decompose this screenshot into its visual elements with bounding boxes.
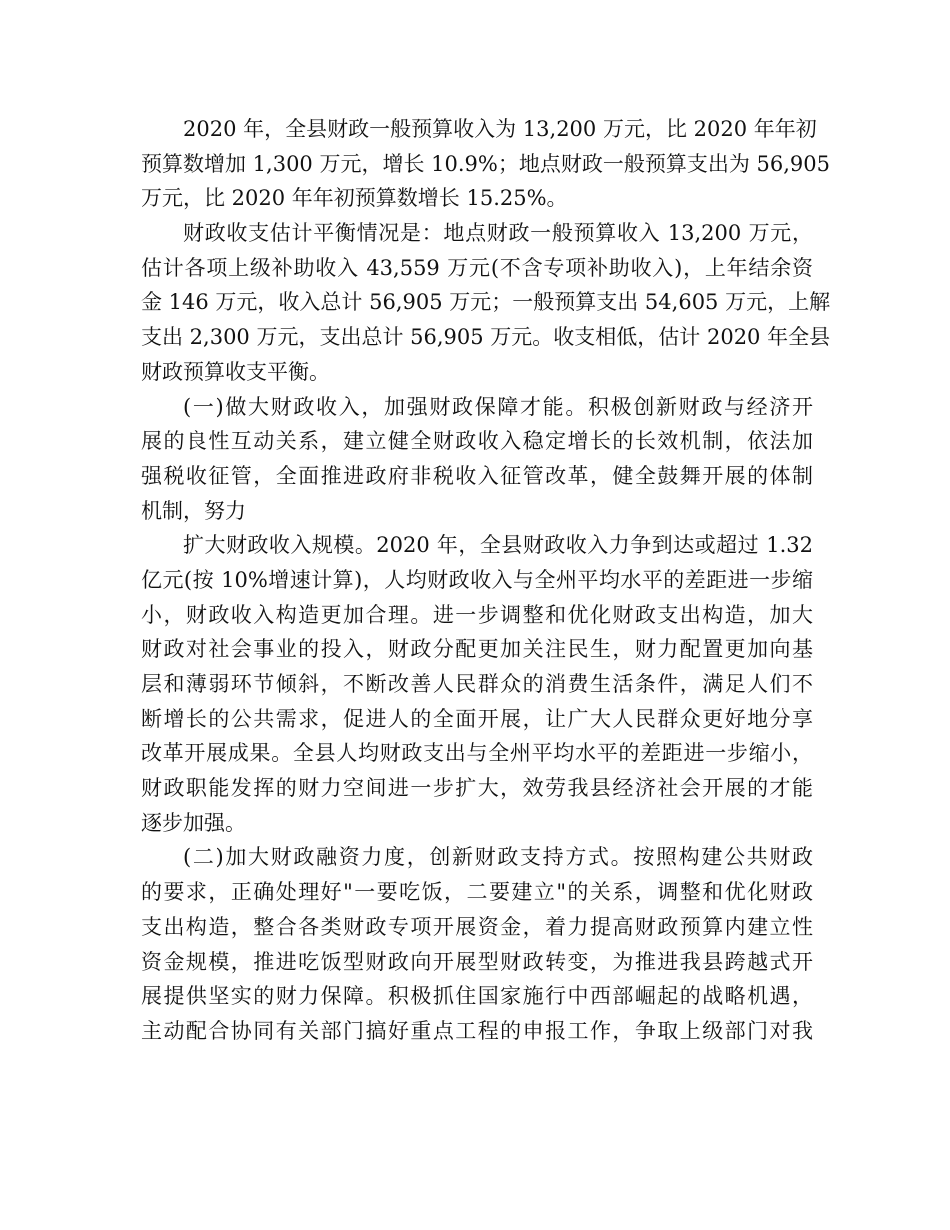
- paragraph-fiscal-revenue-2020: [141, 112, 831, 216]
- text-line: 机制，努力: [141, 498, 246, 523]
- text-line: 扩大财政收入规模。2020 年，全县财政收入力争到达或超过 1.32: [183, 533, 813, 558]
- text-line: 财政预算收支平衡。: [141, 359, 330, 384]
- paragraph-section-two: [141, 840, 813, 1048]
- text-line: 支出构造，整合各类财政专项开展资金，着力提高财政预算内建立性: [141, 914, 813, 939]
- paragraph-section-one: [141, 390, 813, 529]
- text-line: 万元，比 2020 年年初预算数增长 15.25%。: [141, 186, 568, 211]
- document-body: [141, 112, 831, 1049]
- text-line: 预算数增加 1,300 万元，增长 10.9%；地点财政一般预算支出为 56,905: [141, 151, 831, 176]
- text-line: 强税收征管，全面推进政府非税收入征管改革，健全鼓舞开展的体制: [141, 463, 813, 488]
- text-line: (一)做大财政收入，加强财政保障才能。积极创新财政与经济开: [183, 394, 813, 419]
- text-line: 层和薄弱环节倾斜，不断改善人民群众的消费生活条件，满足人们不: [141, 672, 813, 696]
- paragraph-budget-balance: [141, 216, 831, 389]
- text-line: 财政职能发挥的财力空间进一步扩大，效劳我县经济社会开展的才能: [141, 776, 813, 801]
- text-line: 断增长的公共需求，促进人的全面开展，让广大人民群众更好地分享: [141, 706, 813, 731]
- text-line: 金 146 万元，收入总计 56,905 万元；一般预算支出 54,605 万元，上解: [141, 290, 831, 315]
- text-line: 小，财政收入构造更加合理。进一步调整和优化财政支出构造，加大: [141, 602, 813, 627]
- text-line: 的要求，正确处理好"一要吃饭，二要建立"的关系，调整和优化财政: [141, 880, 813, 905]
- text-line: 逐步加强。: [141, 810, 246, 835]
- text-line: 支出 2,300 万元，支出总计 56,905 万元。收支相低，估计 2020 年全县: [141, 325, 831, 350]
- text-line: 亿元(按 10%增速计算)，人均财政收入与全州平均水平的差距进一步缩: [141, 567, 813, 592]
- text-line: 资金规模，推进吃饭型财政向开展型财政转变，为推进我县跨越式开: [141, 949, 813, 974]
- text-line: (二)加大财政融资力度，创新财政支持方式。按照构建公共财政: [183, 845, 813, 870]
- text-line: 展的良性互动关系，建立健全财政收入稳定增长的长效机制，依法加: [141, 429, 813, 454]
- text-line: 2020 年，全县财政一般预算收入为 13,200 万元，比 2020 年年初: [183, 117, 817, 141]
- text-line: 财政收支估计平衡情况是：地点财政一般预算收入 13,200 万元，: [183, 221, 813, 246]
- paragraph-revenue-scale: [141, 528, 813, 840]
- text-line: 财政对社会事业的投入，财政分配更加关注民生，财力配置更加向基: [141, 637, 813, 662]
- text-line: 改革开展成果。全县人均财政支出与全州平均水平的差距进一步缩小，: [141, 741, 813, 766]
- text-line: 展提供坚实的财力保障。积极抓住国家施行中西部崛起的战略机遇，: [141, 984, 813, 1009]
- text-line: 主动配合协同有关部门搞好重点工程的申报工作，争取上级部门对我: [141, 1018, 813, 1043]
- text-line: 估计各项上级补助收入 43,559 万元(不含专项补助收入)，上年结余资: [141, 255, 813, 280]
